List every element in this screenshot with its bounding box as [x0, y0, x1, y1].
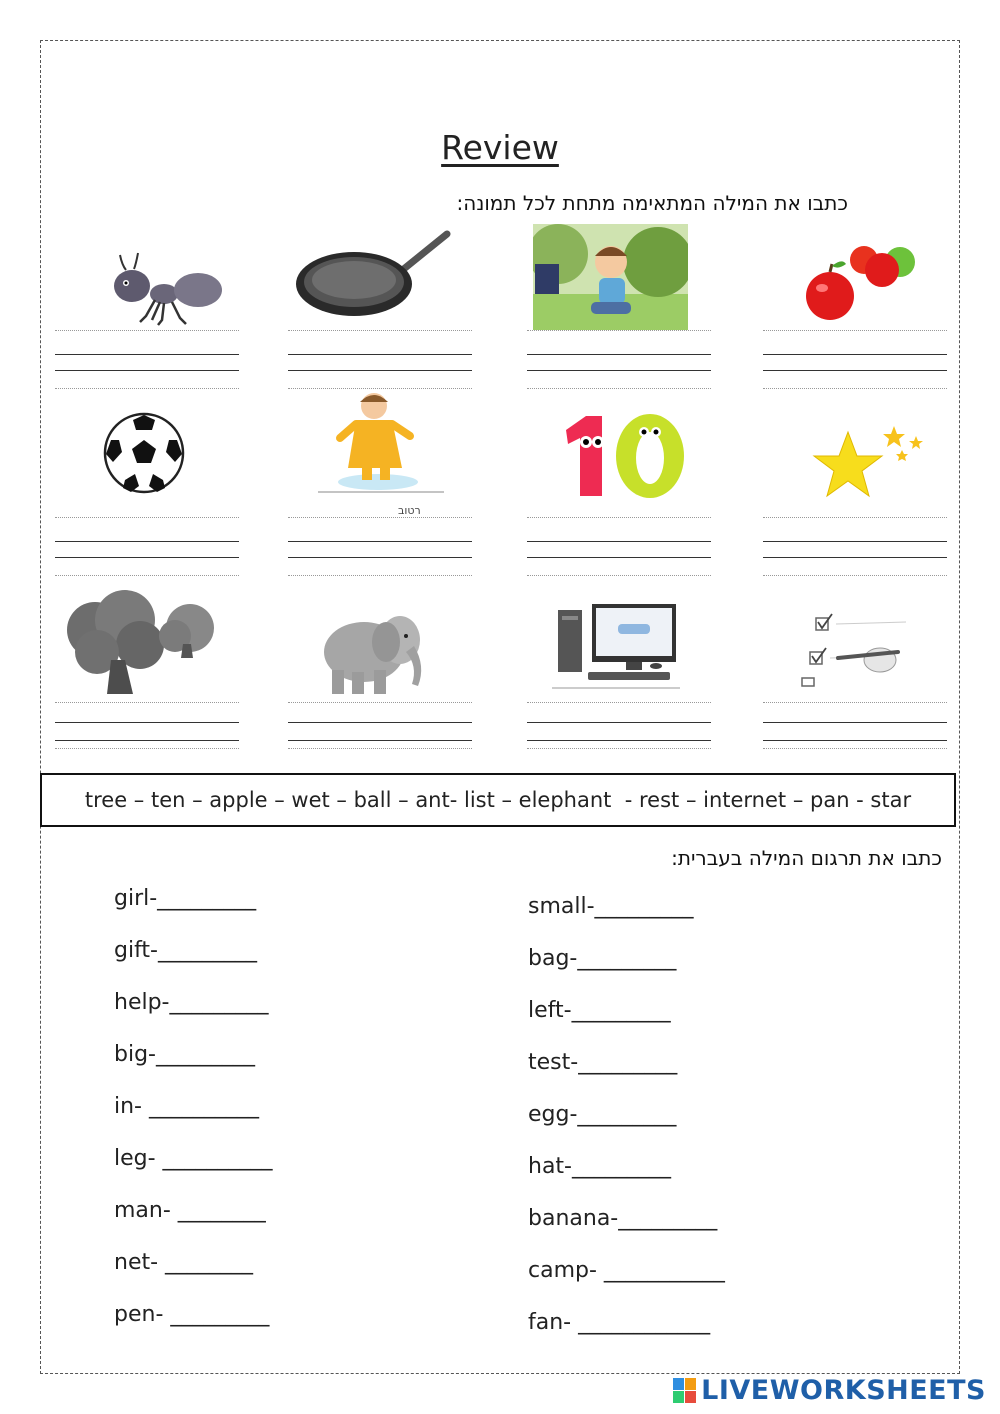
- soccer-ball-icon: [103, 412, 185, 498]
- apples-icon: [800, 240, 920, 326]
- vocab-item-fan[interactable]: fan- ____________: [528, 1310, 711, 1335]
- vocab-item-gift[interactable]: gift-_________: [114, 938, 257, 963]
- vocab-item-leg[interactable]: leg- __________: [114, 1146, 273, 1171]
- resting-boy-icon: [533, 224, 688, 334]
- computer-icon: [552, 602, 680, 694]
- vocab-item-banana[interactable]: banana-_________: [528, 1206, 718, 1231]
- tree-icon: [65, 590, 225, 702]
- picture-caption-wet: רטוב: [398, 504, 421, 517]
- vocab-item-test[interactable]: test-_________: [528, 1050, 678, 1075]
- liveworksheets-icon: [673, 1378, 697, 1404]
- vocab-item-hat[interactable]: hat-_________: [528, 1154, 671, 1179]
- vocab-item-left[interactable]: left-_________: [528, 998, 671, 1023]
- word-bank: tree – ten – apple – wet – ball – ant- list – elephant - rest – internet – pan - star: [40, 773, 956, 827]
- instruction-translate: כתבו את תרגום המילה בעברית:: [671, 846, 942, 870]
- vocab-item-small[interactable]: small-_________: [528, 894, 694, 919]
- wet-child-icon: [318, 390, 444, 500]
- page-title: Review: [441, 128, 559, 167]
- elephant-icon: [322, 606, 432, 702]
- liveworksheets-logo[interactable]: [673, 1375, 986, 1406]
- number-ten-icon: [552, 412, 688, 504]
- vocab-item-egg[interactable]: egg-_________: [528, 1102, 677, 1127]
- stars-icon: [810, 424, 930, 508]
- vocab-item-in[interactable]: in- __________: [114, 1094, 259, 1119]
- vocab-item-pen[interactable]: pen- _________: [114, 1302, 270, 1327]
- vocab-item-net[interactable]: net- ________: [114, 1250, 254, 1275]
- vocab-item-girl[interactable]: girl-_________: [114, 886, 257, 911]
- vocab-item-bag[interactable]: bag-_________: [528, 946, 677, 971]
- pan-icon: [292, 228, 457, 327]
- vocab-item-help[interactable]: help-_________: [114, 990, 269, 1015]
- checklist-icon: [796, 612, 908, 696]
- instruction-pictures: כתבו את המילה המתאימה מתחת לכל תמונה:: [456, 191, 848, 215]
- vocab-item-man[interactable]: man- ________: [114, 1198, 266, 1223]
- brand-name: LIVEWORKSHEETS: [701, 1375, 986, 1406]
- vocab-item-big[interactable]: big-_________: [114, 1042, 255, 1067]
- ant-icon: [100, 250, 230, 334]
- vocab-item-camp[interactable]: camp- ___________: [528, 1258, 725, 1283]
